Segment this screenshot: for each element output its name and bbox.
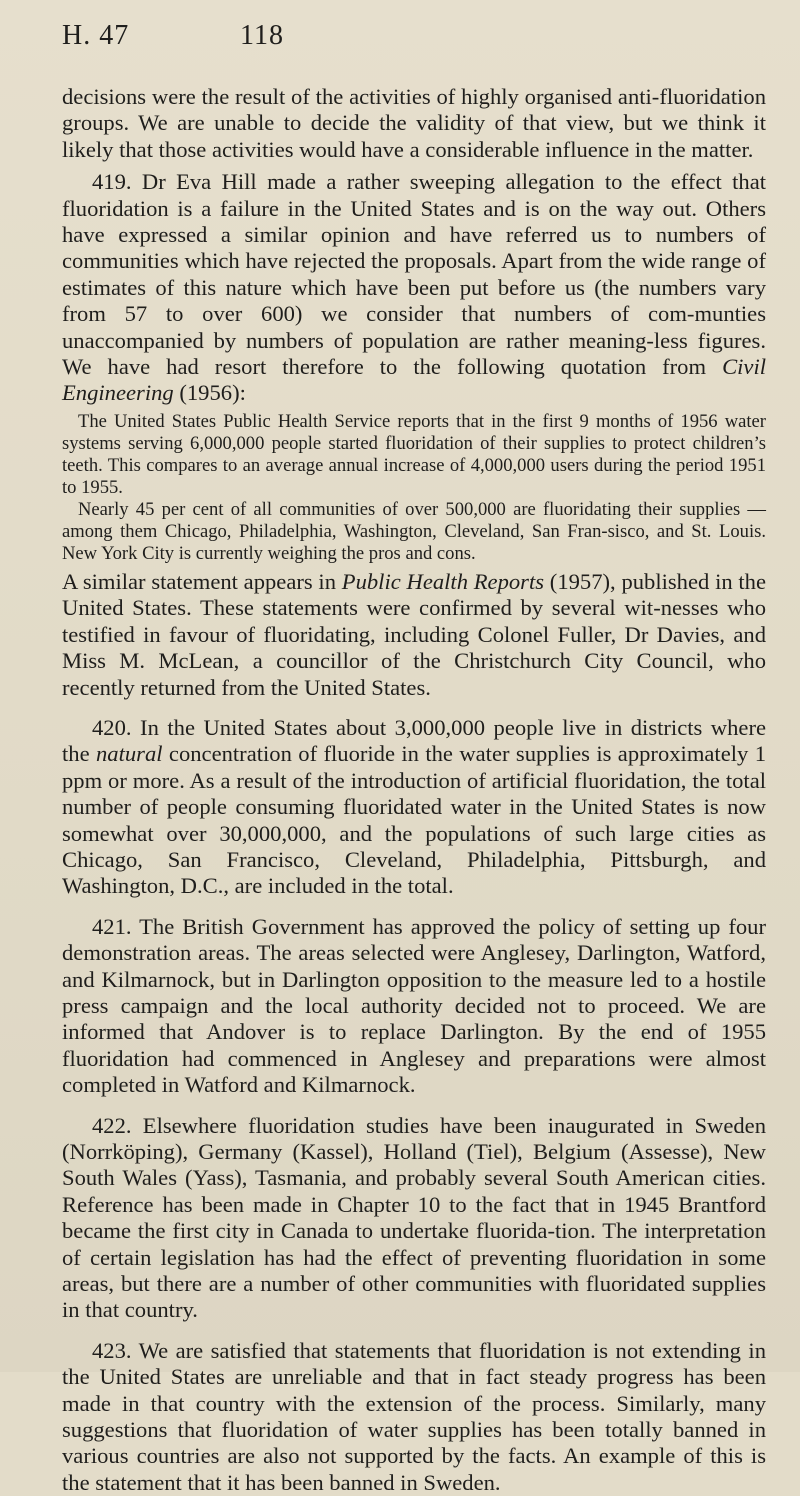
page-body: [62, 84, 766, 1496]
page-header: [0, 20, 800, 60]
paragraph-419-continued-end: (1957), published in the United States. These statements were confirmed by several wit-nesses who testified in favour of fluoridating, including Colonel Fuller, Dr Davies, and Miss M. McLean, a councillor of the Christchurch City Council, who recently returned from the United States.: [62, 568, 766, 700]
quotation-1: The United States Public Health Service reports that in the first 9 months of 1956 water systems serving 6,000,000 people started fluoridation of their supplies to protect children’s teeth. This compares to an average annual increase of 4,000,000 users during the period 1951 to 1955.: [62, 410, 766, 498]
paragraph-420-emphasis: natural: [96, 741, 163, 767]
page-number: 118: [240, 20, 284, 51]
paragraph-420: [62, 715, 766, 900]
paragraph-419: [62, 169, 766, 407]
paragraph-419-continued: [62, 569, 766, 701]
paragraph-421: 421. The British Government has approved the policy of setting up four demonstration areas. The areas selected were Anglesey, Darlington, Watford, and Kilmarnock, but in Darlington opposition to the measure led to a hostile press campaign and the local authority decided not to proceed. We are informed that Andover is to replace Darlington. By the end of 1955 fluoridation had commenced in Anglesey and preparations were almost completed in Watford and Kilmarnock.: [62, 913, 766, 1098]
paragraph-420-start: 420. In the United States about 3,000,000 people live in districts where the: [62, 714, 766, 767]
paragraph-419-continued-start: A similar statement appears in: [62, 568, 342, 594]
paragraph-423: 423. We are satisfied that statements that fluoridation is not extending in the United States are unreliable and that in fact steady progress has been made in that country with the extension of the process. Similarly, many suggestions that fluoridation of water supplies has been totally banned in various countries are also not supported by the facts. An example of this is the statement that it has been banned in Sweden.: [62, 1337, 766, 1495]
document-reference: H. 47: [62, 20, 130, 51]
paragraph-420-end: concentration of fluoride in the water supplies is approximately 1 ppm or more. As a result of the introduction of artificial fluoridation, the total number of people consuming fluoridated water in the United States is now somewhat over 30,000,000, and the populations of such large cities as Chicago, San Francisco, Cleveland, Philadelphia, Pittsburgh, and Washington, D.C., are included in the total.: [62, 741, 766, 899]
paragraph-422: 422. Elsewhere fluoridation studies have been inaugurated in Sweden (Norrköping), Germany (Kassel), Holland (Tiel), Belgium (Assesse), New South Wales (Yass), Tasmania, and probably several South American cities. Reference has been made in Chapter 10 to the fact that in 1945 Brantford became the first city in Canada to undertake fluorida-tion. The interpretation of certain legislation has had the effect of preventing fluoridation in some areas, but there are a number of other communities with fluoridated supplies in that country.: [62, 1112, 766, 1323]
paragraph-419-source-year: (1956):: [173, 380, 246, 406]
paragraph-419-continued-source-title: Public Health Reports: [341, 568, 545, 594]
paragraph-419-source-title: Civil Engineering: [62, 354, 766, 406]
paragraph-419-text: 419. Dr Eva Hill made a rather sweeping allegation to the effect that fluoridation is a failure in the United States and is on the way out. Others have expressed a similar opinion and have referred us to numbers of communities which have rejected the proposals. Apart from the wide range of estimates of this nature which have been put before us (the numbers vary from 57 to over 600) we consider that numbers of com-munties unaccompanied by numbers of population are rather meaning-less figures. We have had resort therefore to the following quotation from: [62, 169, 766, 380]
paragraph-continuation: decisions were the result of the activities of highly organised anti-fluoridation groups. We are unable to decide the validity of that view, but we think it likely that those activities would have a considerable influence in the matter.: [62, 84, 766, 162]
quotation-2: Nearly 45 per cent of all communities of over 500,000 are fluoridating their supplies — among them Chicago, Philadelphia, Washington, Cleveland, San Fran-sisco, and St. Louis. New York City is currently weighing the pros and cons.: [62, 498, 766, 564]
